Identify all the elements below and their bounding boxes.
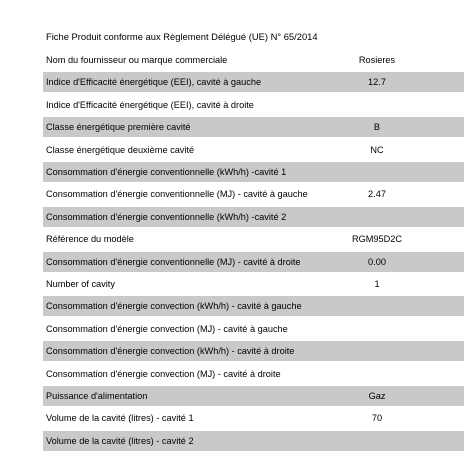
row-label: Volume de la cavité (litres) - cavité 1 [46,413,194,424]
row-label: Consommation d'énergie conventionnelle (MJ) - cavité à gauche [46,189,308,200]
row-value: 0.00 [368,256,386,267]
row-value: Rosieres [358,55,396,66]
table-row [43,252,464,272]
row-label: Consommation d'énergie convection (MJ) - cavité à gauche [46,323,288,334]
table-row [43,95,464,115]
table-row [43,72,464,92]
row-value: NC [370,144,384,155]
row-value: RGM95D2C [351,234,403,245]
table-row [43,117,464,137]
document-title: Fiche Produit conforme aux Règlement Délégué (UE) N° 65/2014 [46,31,318,42]
table-row [43,431,464,451]
row-label: Consommation d'énergie conventionnelle (kWh/h) -cavité 2 [46,211,287,222]
row-value: 12.7 [368,77,386,88]
row-label: Puissance d'alimentation [46,390,148,401]
table-row [43,319,464,339]
row-value: 1 [374,278,380,289]
row-label: Indice d'Efficacité énergétique (EEI), cavité à gauche [46,77,262,88]
row-label: Consommation d'énergie conventionnelle (kWh/h) -cavité 1 [46,167,287,177]
table-row [43,363,464,383]
table-row [43,408,464,428]
row-label: Référence du modèle [46,234,134,245]
table-row [43,296,464,316]
table-row [43,274,464,294]
row-label: Consommation d'énergie convection (kWh/h) - cavité à gauche [46,301,302,312]
row-label: Classe énergétique deuxième cavité [46,144,195,155]
table-row [43,386,464,406]
product-info-table [43,50,464,453]
row-value: 70 [371,413,383,424]
row-label: Indice d'Efficacité énergétique (EEI), cavité à droite [46,99,254,110]
row-label: Volume de la cavité (litres) - cavité 2 [46,435,194,446]
row-label: Number of cavity [46,278,115,289]
row-value: Gaz [368,390,386,401]
row-label: Classe énergétique première cavité [46,122,191,133]
table-row [43,140,464,160]
table-row [43,207,464,227]
table-row [43,229,464,249]
row-label: Consommation d'énergie conventionnelle (MJ) - cavité à droite [46,256,301,267]
row-label: Nom du fournisseur ou marque commerciale [46,55,228,66]
row-value: 2.47 [368,189,386,200]
table-row [43,184,464,204]
row-value: B [373,122,381,133]
table-row [43,162,464,182]
row-label: Consommation d'énergie convection (kWh/h) - cavité à droite [46,346,295,357]
table-row [43,50,464,70]
row-label: Consommation d'énergie convection (MJ) - cavité à droite [46,368,281,379]
table-row [43,341,464,361]
